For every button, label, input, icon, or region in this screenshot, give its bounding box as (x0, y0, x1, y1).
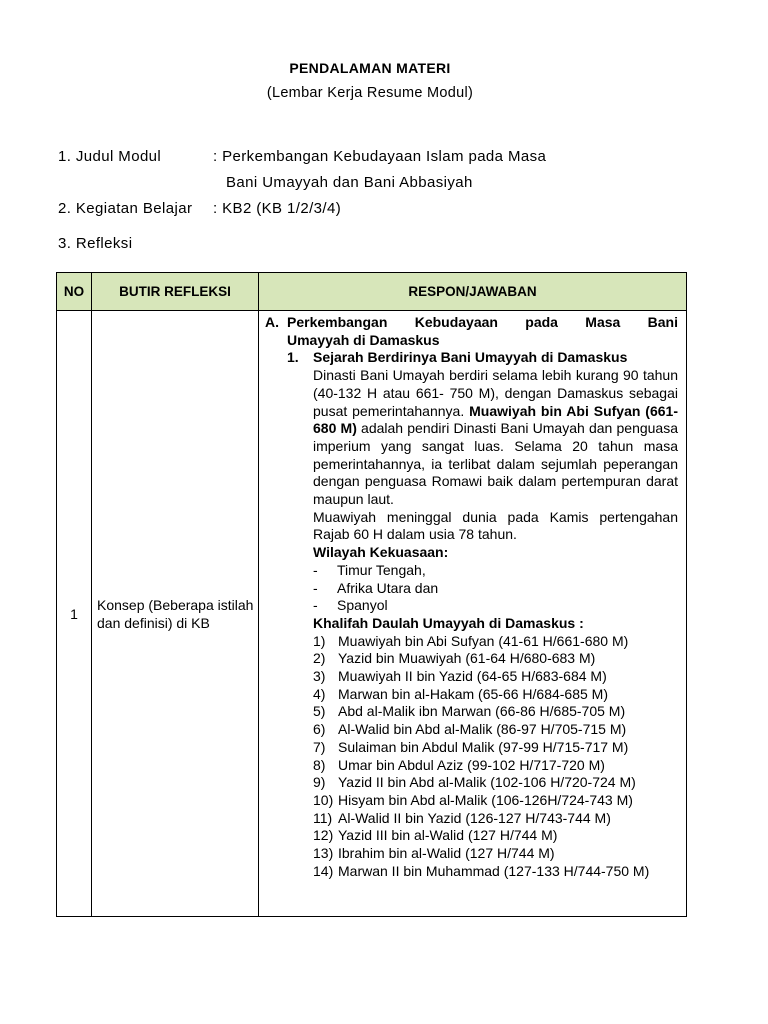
header-respon-jawaban: RESPON/JAWABAN (259, 273, 687, 311)
paragraph-history (313, 367, 678, 509)
paragraph-bold-text: Muawiyah bin Abi Sufyan (661-680 M) (313, 402, 678, 437)
header-no: NO (57, 273, 92, 311)
subsection-title: Sejarah Berdirinya Bani Umayyah di Damaskus (313, 349, 628, 366)
list-item: 14) Marwan II bin Muhammad (127-133 H/744-750 M) (313, 862, 650, 879)
subsection-marker: 1. (287, 349, 299, 366)
paragraph-death: Muawiyah meninggal dunia pada Kamis pertengahan Rajab 60 H dalam usia 78 tahun. (313, 508, 678, 543)
list-item: 4) Marwan bin al-Hakam (65-66 H/684-685 M) (313, 685, 608, 702)
info-value: : Perkembangan Kebudayaan Islam pada Masa (213, 148, 547, 165)
section-title-line2: Umayyah di Damaskus (287, 331, 440, 348)
section-a (265, 314, 678, 349)
table-header-row (57, 273, 687, 311)
info-label: 1. Judul Modul (58, 148, 162, 165)
khalifah-title: Khalifah Daulah Umayyah di Damaskus : (313, 614, 584, 631)
section-title-line1: Perkembangan Kebudayaan pada Masa Bani (287, 314, 678, 330)
subsection-body (313, 367, 678, 880)
info-label: 2. Kegiatan Belajar (58, 200, 193, 217)
page-title: PENDALAMAN MATERI (289, 60, 451, 76)
wilayah-title: Wilayah Kekuasaan: (313, 544, 449, 561)
info-judul-modul (58, 148, 546, 165)
list-item: 3) Muawiyah II bin Yazid (64-65 H/683-684 M) (313, 668, 607, 685)
info-label: 3. Refleksi (58, 235, 133, 252)
list-item: 5) Abd al-Malik ibn Marwan (66-86 H/685-705 M) (313, 703, 626, 720)
info-value: : KB2 (KB 1/2/3/4) (213, 200, 342, 217)
list-item: 12) Yazid III bin al-Walid (127 H/744 M) (313, 827, 558, 844)
row-response (259, 311, 687, 917)
subsection-1 (287, 349, 678, 367)
reflection-table (56, 272, 687, 917)
row-butir: Konsep (Beberapa istilah dan definisi) di KB (92, 311, 259, 917)
list-item: 13) Ibrahim bin al-Walid (127 H/744 M) (313, 845, 555, 862)
list-item: 2) Yazid bin Muawiyah (61-64 H/680-683 M) (313, 650, 596, 667)
list-item: 7) Sulaiman bin Abdul Malik (97-99 H/715-717 M) (313, 738, 629, 755)
list-item: 1) Muawiyah bin Abi Sufyan (41-61 H/661-680 M) (313, 632, 629, 649)
list-item: 9) Yazid II bin Abd al-Malik (102-106 H/720-724 M) (313, 774, 636, 791)
list-item: 8) Umar bin Abdul Aziz (99-102 H/717-720 M) (313, 756, 605, 773)
list-item: 6) Al-Walid bin Abd al-Malik (86-97 H/705-715 M) (313, 721, 627, 738)
section-marker: A. (265, 314, 279, 330)
list-item: - Afrika Utara dan (313, 579, 439, 596)
paragraph-text: adalah pendiri Dinasti Bani Umayah dan penguasa imperium yang sangat luas. Selama 20 tahun masa pemerintahannya, ia terlibat dalam sejumlah peperangan dengan penguasa Romawi baik dalam pertempuran darat maupun laut. (313, 420, 678, 508)
section-title (287, 314, 678, 349)
info-refleksi (58, 235, 213, 252)
list-item: 11) Al-Walid II bin Yazid (126-127 H/743-744 M) (313, 809, 611, 826)
info-kegiatan-belajar (58, 200, 341, 217)
row-number: 1 (57, 311, 92, 917)
list-item: 10) Hisyam bin Abd al-Malik (106-126H/724-743 M) (313, 791, 633, 808)
page-subtitle: (Lembar Kerja Resume Modul) (266, 85, 474, 101)
list-item: - Spanyol (313, 597, 388, 614)
paragraph-text: Dinasti Bani Umayah berdiri selama lebih kurang 90 tahun (40-132 H atau 661- 750 M), dengan Damaskus sebagai pusat pemerintahannya. (313, 367, 678, 419)
header-butir-refleksi: BUTIR REFLEKSI (92, 273, 259, 311)
table-row (57, 311, 687, 917)
info-value: Bani Umayyah dan Bani Abbasiyah (226, 174, 473, 191)
list-item: - Timur Tengah, (313, 561, 426, 578)
info-judul-modul-cont (58, 174, 473, 191)
